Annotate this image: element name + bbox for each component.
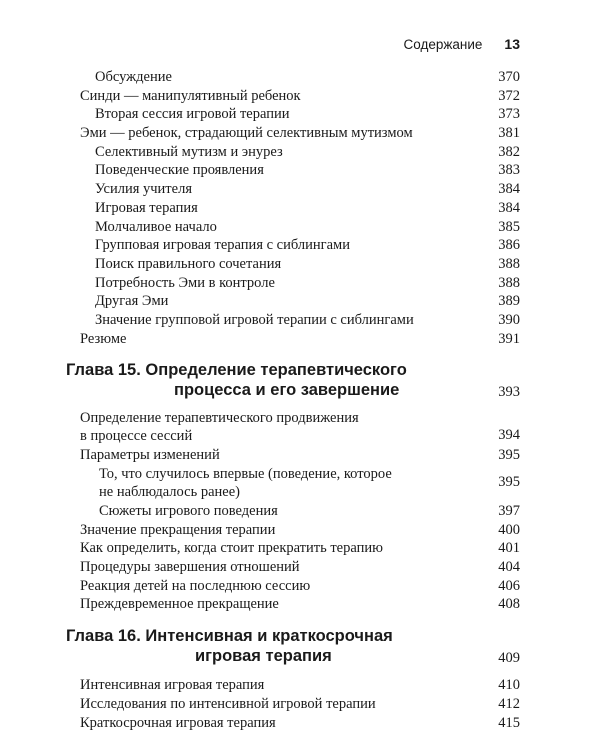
toc-entry-title: Усилия учителя [95, 181, 192, 198]
toc-entry-title: Как определить, когда стоит прекратить терапию [80, 540, 383, 557]
toc-entry-title: Поведенческие проявления [95, 162, 264, 179]
toc-entry-page: 408 [498, 596, 520, 613]
toc-entry-title: Другая Эми [95, 293, 169, 310]
toc-entry[interactable] [0, 87, 600, 106]
toc-entry[interactable] [0, 539, 600, 558]
toc-entry-page: 390 [498, 311, 520, 328]
toc-entry[interactable] [0, 558, 600, 577]
toc-entry[interactable] [0, 124, 600, 143]
toc-entry-title: Синди — манипулятивный ребенок [80, 87, 301, 104]
toc-entry[interactable] [0, 521, 600, 540]
toc-entry-page: 383 [498, 162, 520, 179]
toc-entry-page: 400 [498, 521, 520, 538]
toc-entry[interactable] [0, 236, 600, 255]
toc-entry[interactable] [0, 446, 600, 465]
toc-entry[interactable] [0, 595, 600, 614]
toc-entry-page: 388 [498, 255, 520, 272]
toc-entry-page: 372 [498, 87, 520, 104]
toc-entry-title: Значение групповой игровой терапии с сиблингами [95, 311, 414, 328]
toc-entry[interactable] [0, 502, 600, 521]
toc-list-top [0, 68, 600, 348]
toc-entry-page: 389 [498, 293, 520, 310]
toc-entry-page: 395 [498, 473, 520, 490]
running-head-page-number: 13 [504, 36, 520, 52]
toc-entry-page: 412 [498, 695, 520, 712]
toc-entry-page: 373 [498, 106, 520, 123]
toc-entry-page: 382 [498, 143, 520, 160]
toc-entry[interactable] [0, 143, 600, 162]
toc-list-chapter-16 [0, 676, 600, 732]
toc-entry-title-line1: Определение терапевтического продвижения [80, 410, 359, 427]
toc-entry-page: 384 [498, 199, 520, 216]
chapter-16-title-line2: игровая терапия [195, 647, 332, 666]
toc-entry-title: Краткосрочная игровая терапия [80, 714, 276, 731]
toc-entry[interactable] [0, 577, 600, 596]
chapter-15-title-line2: процесса и его завершение [174, 381, 400, 400]
toc-entry-page: 415 [498, 714, 520, 731]
toc-entry-page: 388 [498, 274, 520, 291]
chapter-15-title-line1: Глава 15. Определение терапевтического [66, 361, 407, 380]
toc-entry[interactable] [0, 695, 600, 714]
toc-entry-page: 394 [498, 426, 520, 443]
toc-entry-title: Поиск правильного сочетания [95, 255, 282, 272]
toc-entry-title: Значение прекращения терапии [80, 521, 276, 538]
toc-entry-title: Вторая сессия игровой терапии [95, 106, 290, 123]
toc-entry-title: Процедуры завершения отношений [80, 559, 300, 576]
chapter-16-title-line1: Глава 16. Интенсивная и краткосрочная [66, 627, 393, 646]
toc-entry[interactable] [0, 161, 600, 180]
toc-entry-page: 391 [498, 330, 520, 347]
running-head [404, 36, 520, 52]
toc-entry-title-line1: То, что случилось впервые (поведение, которое [99, 466, 392, 482]
chapter-15-page: 393 [498, 384, 520, 401]
toc-entry-title: Преждевременное прекращение [80, 596, 279, 613]
toc-entry[interactable] [0, 676, 600, 695]
toc-entry-page: 381 [498, 125, 520, 142]
toc-entry[interactable] [0, 105, 600, 124]
toc-entry-page: 384 [498, 181, 520, 198]
toc-entry-multiline[interactable] [0, 465, 600, 502]
toc-entry-title: Потребность Эми в контроле [95, 274, 275, 291]
toc-entry-title: Исследования по интенсивной игровой терапии [80, 695, 376, 712]
toc-entry-page: 397 [498, 503, 520, 519]
toc-entry-page: 385 [498, 218, 520, 235]
toc-entry[interactable] [0, 255, 600, 274]
toc-entry-title: Групповая игровая терапия с сиблингами [95, 237, 350, 254]
toc-entry-page: 370 [498, 69, 520, 85]
toc-entry-title: Сюжеты игрового поведения [99, 503, 278, 519]
chapter-16-heading[interactable] [0, 626, 600, 670]
toc-entry-title: Игровая терапия [95, 199, 198, 216]
toc-entry-page: 395 [498, 447, 520, 464]
chapter-15-heading[interactable] [0, 360, 600, 404]
toc-entry-page: 401 [498, 540, 520, 557]
running-head-title: Содержание [403, 37, 483, 52]
toc-entry-title: Интенсивная игровая терапия [80, 677, 265, 694]
toc-entry-title: Обсуждение [95, 69, 172, 85]
toc-entry[interactable] [0, 199, 600, 218]
toc-entry[interactable] [0, 180, 600, 199]
toc-entry-page: 404 [498, 559, 520, 576]
toc-entry-page: 386 [498, 237, 520, 254]
toc-entry-title: Селективный мутизм и энурез [95, 143, 283, 160]
toc-entry[interactable] [0, 68, 600, 87]
table-of-contents [0, 68, 600, 732]
toc-entry-page: 406 [498, 577, 520, 594]
toc-entry-page: 410 [498, 677, 520, 694]
toc-entry[interactable] [0, 330, 600, 349]
toc-entry-title: Параметры изменений [80, 447, 220, 464]
toc-entry-title: Молчаливое начало [95, 218, 217, 235]
toc-entry[interactable] [0, 714, 600, 733]
toc-entry[interactable] [0, 274, 600, 293]
toc-entry-title-line2: в процессе сессий [80, 427, 193, 444]
toc-entry-title: Реакция детей на последнюю сессию [80, 577, 311, 594]
toc-list-chapter-15 [0, 502, 600, 614]
toc-entry[interactable] [0, 218, 600, 237]
toc-entry[interactable] [0, 292, 600, 311]
chapter-16-page: 409 [498, 650, 520, 667]
toc-entry-multiline[interactable] [0, 410, 600, 446]
toc-entry-title-line2: не наблюдалось ранее) [99, 483, 240, 500]
toc-entry-title: Резюме [80, 330, 127, 347]
toc-entry[interactable] [0, 311, 600, 330]
toc-entry-title: Эми — ребенок, страдающий селективным мутизмом [80, 125, 413, 142]
